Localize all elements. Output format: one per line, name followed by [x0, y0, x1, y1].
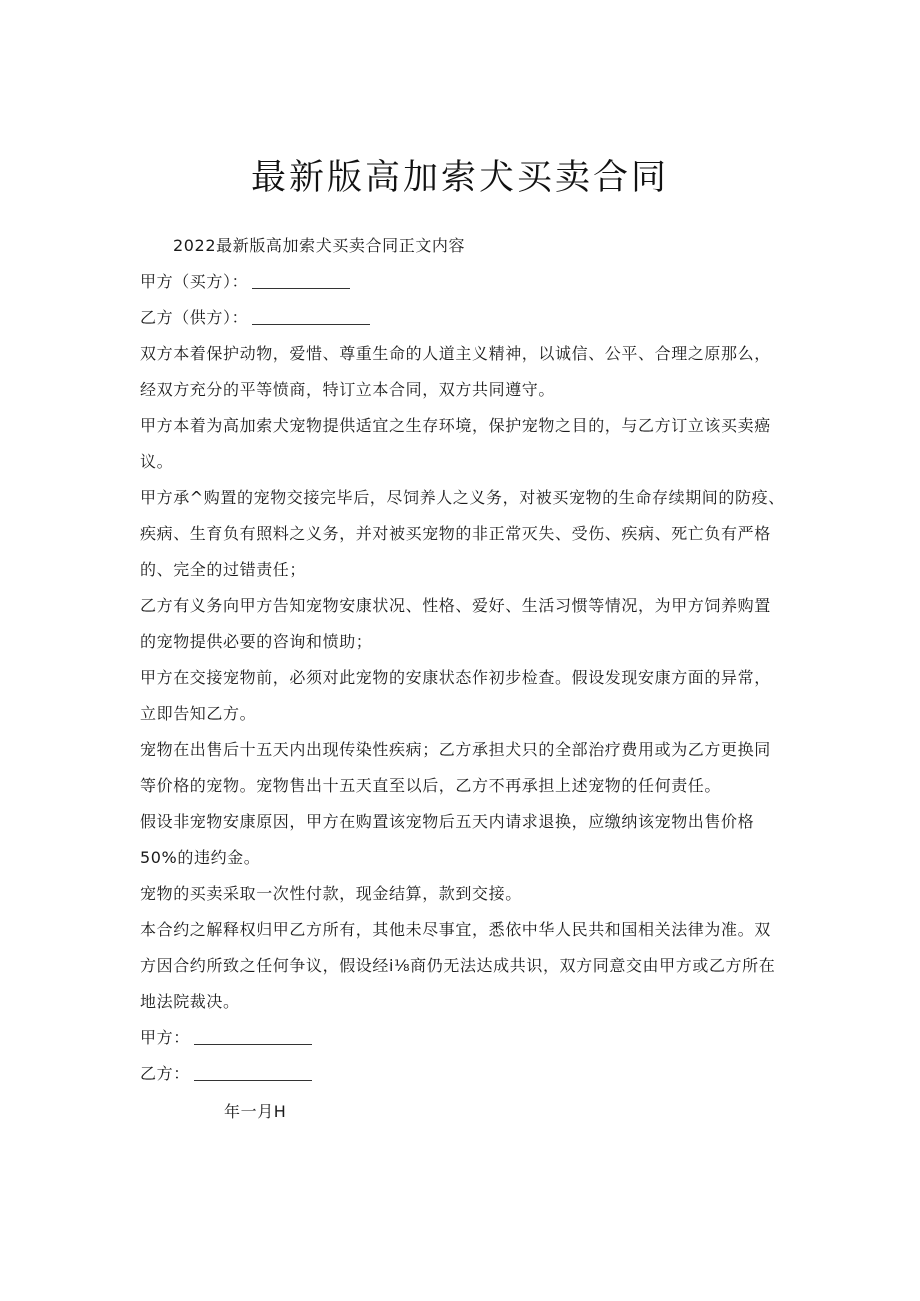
body-line: 议。	[140, 452, 174, 471]
party-b-seller-label: 乙方（供方）：	[140, 308, 249, 327]
body-line: 假设非宠物安康原因，甲方在购置该宠物后五天内请求退换，应缴纳该宠物出售价格	[140, 812, 755, 831]
contract-body	[140, 228, 788, 1130]
body-line: 本合约之解释权归甲乙方所有，其他未尽事宜，悉依中华人民共和国相关法律为准。双	[140, 920, 771, 939]
signature-a-row	[140, 1020, 788, 1056]
date-line: 年一月H	[224, 1102, 287, 1121]
body-line: 甲方承^购置的宠物交接完毕后，尽饲养人之义务，对被买宠物的生命存续期间的防疫、	[140, 488, 785, 507]
contract-subtitle: 2022最新版高加索犬买卖合同正文内容	[173, 236, 466, 255]
party-a-buyer-label: 甲方（买方）：	[140, 272, 249, 291]
signature-b-blank	[194, 1068, 312, 1081]
body-line: 的、完全的过错责任；	[140, 560, 307, 579]
body-line: 地法院裁决。	[140, 992, 240, 1011]
signature-a-label: 甲方：	[140, 1028, 190, 1047]
party-a-buyer-blank	[252, 276, 350, 289]
body-line: 宠物在出售后十五天内出现传染性疾病；乙方承担犬只的全部治疗费用或为乙方更换同	[140, 740, 771, 759]
body-line: 立即告知乙方。	[140, 704, 257, 723]
body-line: 甲方本着为高加索犬宠物提供适宜之生存环境，保护宠物之目的，与乙方订立该买卖癌	[140, 416, 771, 435]
body-line: 经双方充分的平等愤商，特订立本合同，双方共同遵守。	[140, 380, 556, 399]
party-b-seller-blank	[252, 312, 370, 325]
party-a-buyer-row	[140, 264, 788, 300]
body-line: 甲方在交接宠物前，必须对此宠物的安康状态作初步检查。假设发现安康方面的异常，	[140, 668, 771, 687]
body-line: 等价格的宠物。宠物售出十五天直至以后，乙方不再承担上述宠物的任何责任。	[140, 776, 722, 795]
document-title: 最新版高加索犬买卖合同	[250, 158, 669, 198]
body-line: 50%的违约金。	[140, 848, 261, 867]
body-line: 的宠物提供必要的咨询和愤助；	[140, 632, 373, 651]
party-b-seller-row	[140, 300, 788, 336]
signature-b-row	[140, 1056, 788, 1092]
body-line: 双方本着保护动物，爱惜、尊重生命的人道主义精神，以诚信、公平、合理之原那么，	[140, 344, 771, 363]
body-line: 方因合约所致之任何争议，假设经i⅛商仍无法达成共识，双方同意交由甲方或乙方所在	[140, 956, 776, 975]
body-line: 乙方有义务向甲方告知宠物安康状况、性格、爱好、生活习惯等情况，为甲方饲养购置	[140, 596, 771, 615]
signature-a-blank	[194, 1032, 312, 1045]
body-line: 疾病、生育负有照料之义务，并对被买宠物的非正常灭失、受伤、疾病、死亡负有严格	[140, 524, 771, 543]
signature-b-label: 乙方：	[140, 1064, 190, 1083]
body-line: 宠物的买卖采取一次性付款，现金结算，款到交接。	[140, 884, 522, 903]
